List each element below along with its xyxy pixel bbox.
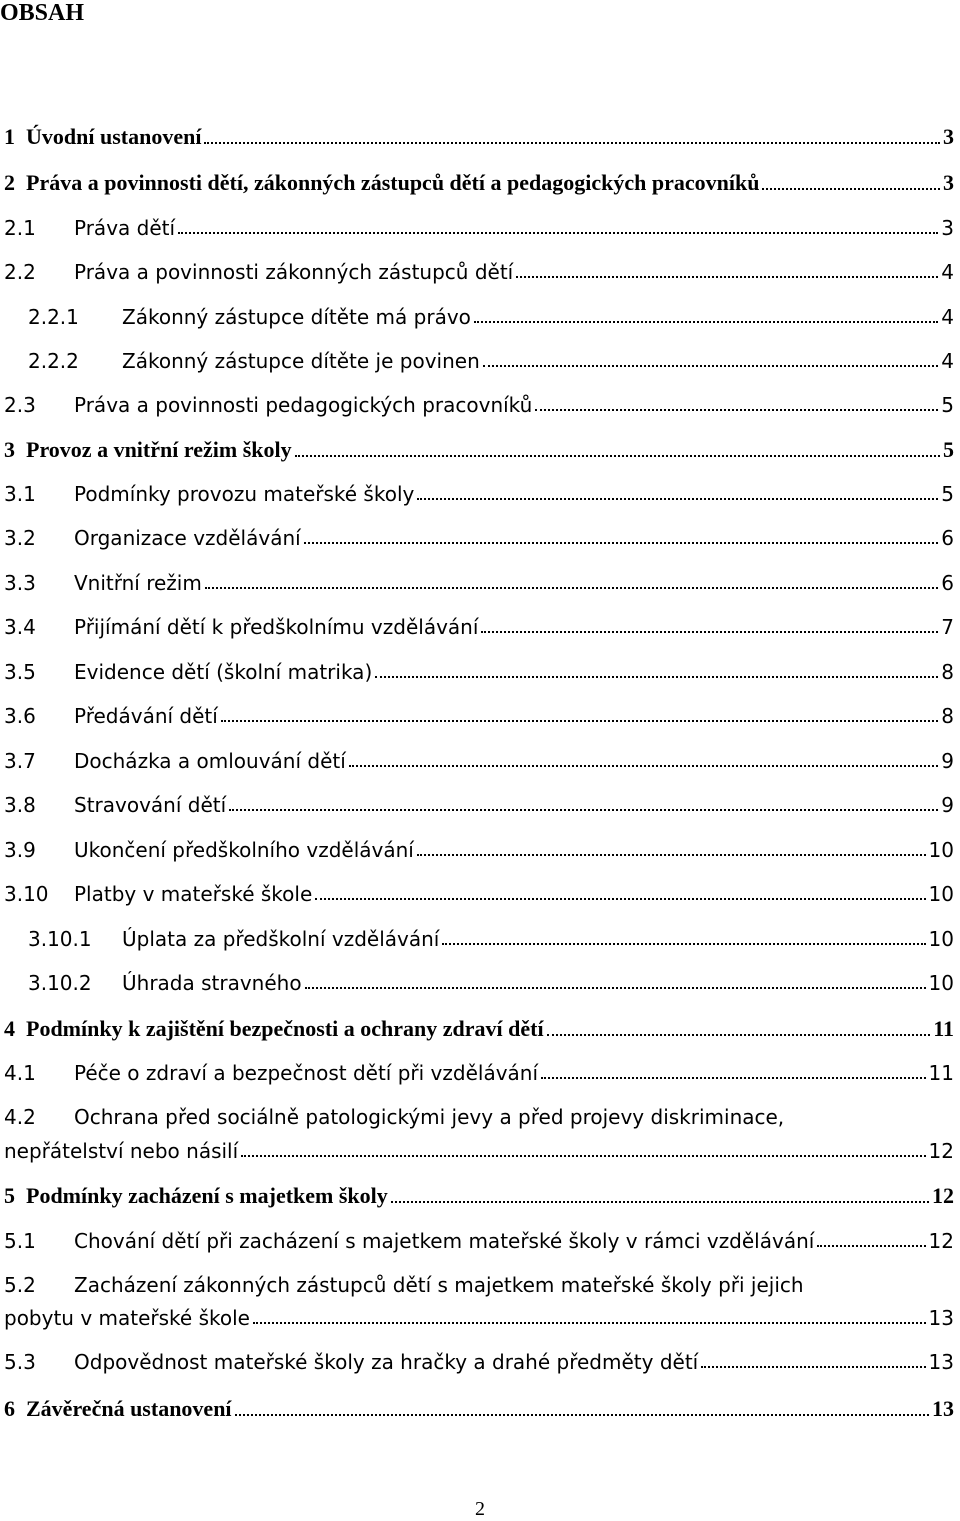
- toc-entry[interactable]: [4, 1350, 954, 1374]
- dot-leader: [229, 809, 938, 811]
- toc-entry[interactable]: [4, 124, 954, 150]
- toc-page: 3: [943, 124, 954, 149]
- toc-number: 5.1: [4, 1229, 36, 1253]
- toc-number: 3.9: [4, 838, 36, 862]
- dot-leader: [516, 276, 938, 278]
- toc-page: 10: [928, 882, 954, 906]
- toc-title: Docházka a omlouvání dětí: [74, 749, 346, 773]
- toc-page: 10: [928, 838, 954, 862]
- toc-page: 3: [943, 170, 954, 195]
- toc-number: 5.2: [4, 1273, 36, 1297]
- toc-page: 10: [928, 971, 954, 995]
- toc-page: 4: [941, 260, 954, 284]
- toc-title: Odpovědnost mateřské školy za hračky a drahé předměty dětí: [74, 1350, 699, 1374]
- toc-entry[interactable]: [4, 571, 954, 595]
- dot-leader: [391, 1201, 929, 1203]
- toc-page: 12: [932, 1183, 954, 1208]
- toc-number: 2: [4, 170, 15, 195]
- toc-number: 2.2.2: [28, 349, 79, 373]
- toc-number: 3.1: [4, 482, 36, 506]
- toc-number: 3.6: [4, 704, 36, 728]
- toc-page: 5: [943, 437, 954, 462]
- toc-number: 3: [4, 437, 15, 462]
- dot-leader: [541, 1077, 926, 1079]
- toc-number: 3.8: [4, 793, 36, 817]
- toc-number: 2.2.1: [28, 305, 79, 329]
- dot-leader: [235, 1414, 929, 1416]
- toc-entry[interactable]: [4, 526, 954, 550]
- toc-title: Zákonný zástupce dítěte je povinen: [122, 349, 480, 373]
- dot-leader: [417, 854, 926, 856]
- toc-entry-first-line[interactable]: [4, 1273, 954, 1297]
- toc-number: 4.2: [4, 1105, 36, 1129]
- toc-page: 9: [941, 749, 954, 773]
- toc-number: 3.4: [4, 615, 36, 639]
- toc-page: 4: [941, 305, 954, 329]
- toc-entry[interactable]: [4, 482, 954, 506]
- toc-entry[interactable]: [4, 216, 954, 240]
- dot-leader: [205, 587, 938, 589]
- toc-page: 8: [941, 704, 954, 728]
- page-number: 2: [475, 1498, 485, 1520]
- toc-entry[interactable]: [4, 660, 954, 684]
- toc-entry[interactable]: [4, 170, 954, 196]
- toc-entry[interactable]: [4, 1139, 954, 1163]
- toc-entry[interactable]: [4, 1061, 954, 1085]
- toc-entry[interactable]: [4, 838, 954, 862]
- toc-entry[interactable]: [4, 615, 954, 639]
- toc-title: Předávání dětí: [74, 704, 218, 728]
- toc-entry[interactable]: [4, 260, 954, 284]
- toc-entry[interactable]: [4, 704, 954, 728]
- toc-title: Přijímání dětí k předškolnímu vzdělávání: [74, 615, 479, 639]
- toc-page: 8: [941, 660, 954, 684]
- dot-leader: [315, 898, 925, 900]
- toc-page: 7: [941, 615, 954, 639]
- toc-page: 12: [928, 1229, 954, 1253]
- toc-page: 4: [941, 349, 954, 373]
- toc-number: 3.2: [4, 526, 36, 550]
- toc-title: Práva a povinnosti dětí, zákonných zástupců dětí a pedagogických pracovníků: [26, 170, 760, 195]
- toc-number: 3.7: [4, 749, 36, 773]
- toc-number: 1: [4, 124, 15, 149]
- dot-leader: [204, 142, 940, 144]
- toc-title-continuation: pobytu v mateřské škole: [4, 1306, 250, 1330]
- dot-leader: [241, 1155, 925, 1157]
- toc-title: Stravování dětí: [74, 793, 227, 817]
- toc-page: 11: [933, 1016, 954, 1041]
- toc-number: 3.10.2: [28, 971, 92, 995]
- toc-number: 6: [4, 1396, 15, 1421]
- toc-page: 9: [941, 793, 954, 817]
- dot-leader: [253, 1322, 926, 1324]
- toc-entry[interactable]: [4, 437, 954, 463]
- toc-entry[interactable]: [4, 1396, 954, 1422]
- toc-entry-first-line[interactable]: [4, 1105, 954, 1129]
- dot-leader: [417, 498, 938, 500]
- toc-title: Práva a povinnosti zákonných zástupců dětí: [74, 260, 514, 284]
- toc-entry[interactable]: [4, 1306, 954, 1330]
- dot-leader: [481, 631, 938, 633]
- toc-number: 4: [4, 1016, 15, 1041]
- toc-number: 2.1: [4, 216, 36, 240]
- toc-number: 5: [4, 1183, 15, 1208]
- dot-leader: [547, 1034, 931, 1036]
- toc-entry[interactable]: [4, 927, 954, 951]
- toc-number: 2.2: [4, 260, 36, 284]
- toc-entry[interactable]: [4, 793, 954, 817]
- toc-entry[interactable]: [4, 1016, 954, 1042]
- dot-leader: [535, 409, 938, 411]
- toc-number: 4.1: [4, 1061, 36, 1085]
- toc-page: 3: [941, 216, 954, 240]
- toc-number: 3.5: [4, 660, 36, 684]
- dot-leader: [304, 542, 939, 544]
- toc-entry[interactable]: [4, 1183, 954, 1209]
- toc-title: Zacházení zákonných zástupců dětí s majetkem mateřské školy při jejich: [74, 1273, 804, 1297]
- toc-title: Úhrada stravného: [122, 971, 302, 995]
- toc-entry[interactable]: [4, 349, 954, 373]
- dot-leader: [305, 987, 926, 989]
- dot-leader: [817, 1245, 925, 1247]
- toc-entry[interactable]: [4, 305, 954, 329]
- toc-title: Ochrana před sociálně patologickými jevy a před projevy diskriminace,: [74, 1105, 785, 1129]
- toc-title: Práva a povinnosti pedagogických pracovníků: [74, 393, 533, 417]
- toc-title: Práva dětí: [74, 216, 176, 240]
- dot-leader: [375, 676, 938, 678]
- toc-title: Ukončení předškolního vzdělávání: [74, 838, 414, 862]
- toc-title: Platby v mateřské škole: [74, 882, 313, 906]
- toc-page: 6: [941, 571, 954, 595]
- toc-title: Závěrečná ustanovení: [26, 1396, 232, 1421]
- dot-leader: [483, 365, 939, 367]
- toc-title: Evidence dětí (školní matrika): [74, 660, 373, 684]
- toc-number: 3.10.1: [28, 927, 92, 951]
- toc-page: 5: [941, 393, 954, 417]
- toc-title: Organizace vzdělávání: [74, 526, 301, 550]
- dot-leader: [762, 188, 940, 190]
- dot-leader: [701, 1366, 925, 1368]
- toc-page: 10: [928, 927, 954, 951]
- toc-title: Podmínky provozu mateřské školy: [74, 482, 415, 506]
- dot-leader: [178, 232, 938, 234]
- toc-title: Péče o zdraví a bezpečnost dětí při vzdělávání: [74, 1061, 539, 1085]
- toc-title: Provoz a vnitřní režim školy: [26, 437, 292, 462]
- toc-title: Chování dětí při zacházení s majetkem mateřské školy v rámci vzdělávání: [74, 1229, 815, 1253]
- toc-page: 13: [928, 1350, 954, 1374]
- toc-number: 3.10: [4, 882, 49, 906]
- toc-page: 11: [928, 1061, 954, 1085]
- toc-page: 12: [928, 1139, 954, 1163]
- page-title: OBSAH: [0, 0, 85, 26]
- toc-page: 5: [941, 482, 954, 506]
- toc-title: Podmínky k zajištění bezpečnosti a ochrany zdraví dětí: [26, 1016, 544, 1041]
- toc-title: Úvodní ustanovení: [26, 124, 202, 149]
- dot-leader: [221, 720, 938, 722]
- toc-page: 13: [928, 1306, 954, 1330]
- toc-title: Vnitřní režim: [74, 571, 202, 595]
- toc-entry[interactable]: [4, 1229, 954, 1253]
- toc-number: 3.3: [4, 571, 36, 595]
- toc-title: Úplata za předškolní vzdělávání: [122, 927, 440, 951]
- dot-leader: [295, 455, 940, 457]
- toc-entry[interactable]: [4, 882, 954, 906]
- toc-entry[interactable]: [4, 749, 954, 773]
- toc-page: 6: [941, 526, 954, 550]
- dot-leader: [474, 321, 938, 323]
- dot-leader: [442, 943, 925, 945]
- dot-leader: [349, 765, 938, 767]
- toc-number: 2.3: [4, 393, 36, 417]
- toc-title: Zákonný zástupce dítěte má právo: [122, 305, 471, 329]
- toc-number: 5.3: [4, 1350, 36, 1374]
- toc-title: Podmínky zacházení s majetkem školy: [26, 1183, 388, 1208]
- toc-entry[interactable]: [4, 971, 954, 995]
- toc-page: 13: [932, 1396, 954, 1421]
- toc-entry[interactable]: [4, 393, 954, 417]
- toc-title-continuation: nepřátelství nebo násilí: [4, 1139, 239, 1163]
